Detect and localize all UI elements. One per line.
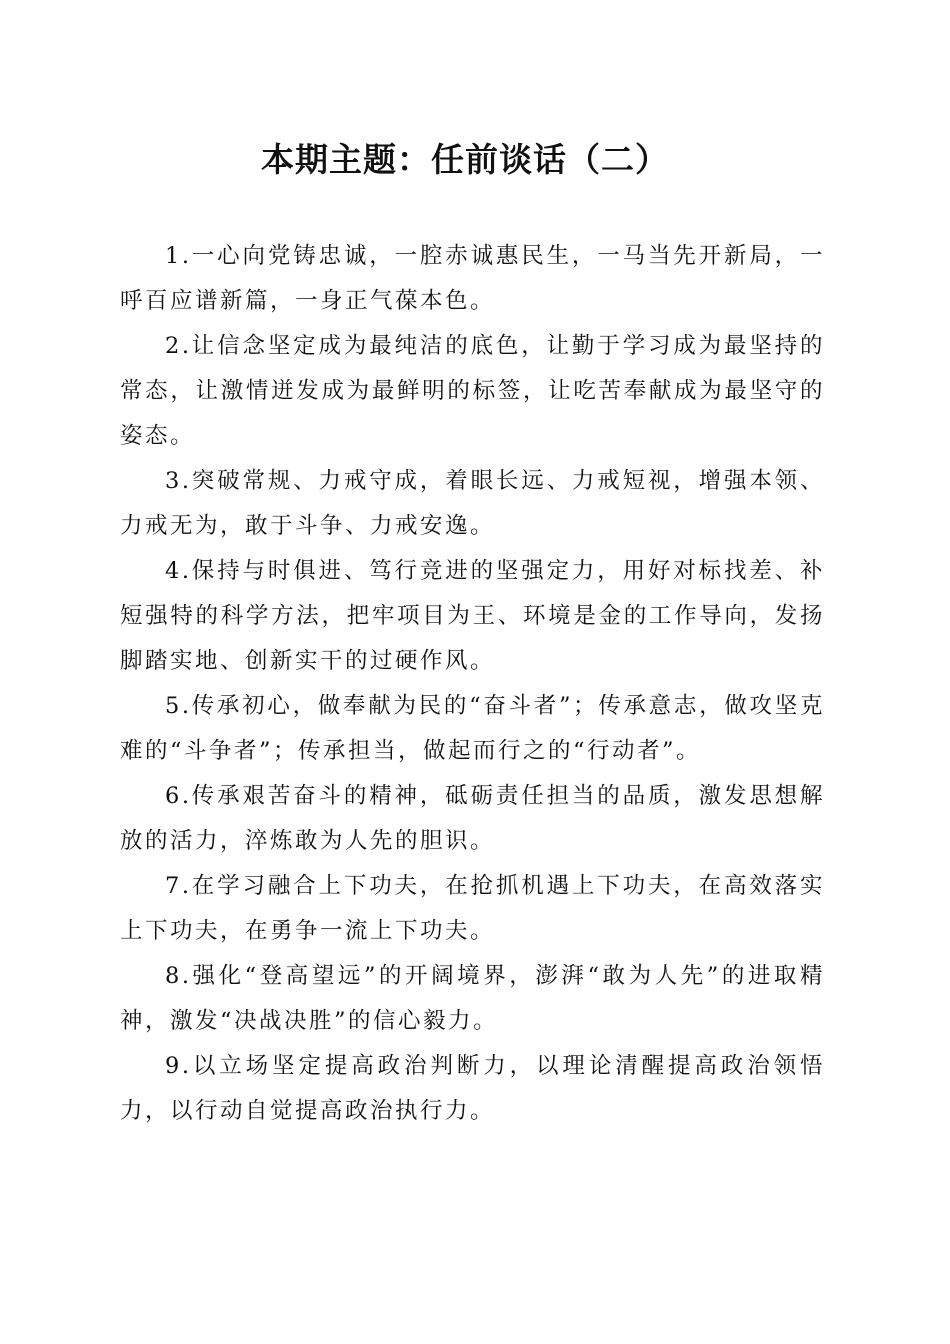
paragraph-3: 3.突破常规、力戒守成，着眼长远、力戒短视，增强本领、力戒无为，敢于斗争、力戒安逸。 <box>120 468 825 539</box>
paragraph-5: 5.传承初心，做奉献为民的“奋斗者”；传承意志，做攻坚克难的“斗争者”；传承担当，做起而行之的“行动者”。 <box>120 693 825 764</box>
paragraph-2: 2.让信念坚定成为最纯洁的底色，让勤于学习成为最坚持的常态，让激情迸发成为最鲜明的标签，让吃苦奉献成为最坚守的姿态。 <box>120 333 825 449</box>
paragraph-4: 4.保持与时俱进、笃行竞进的坚强定力，用好对标找差、补短强特的科学方法，把牢项目为王、环境是金的工作导向，发扬脚踏实地、创新实干的过硬作风。 <box>120 558 825 674</box>
document-body <box>120 234 825 1134</box>
page-title: 本期主题：任前谈话（二） <box>261 140 669 179</box>
paragraph-1: 1.一心向党铸忠诚，一腔赤诚惠民生，一马当先开新局，一呼百应谱新篇，一身正气葆本色。 <box>120 243 825 314</box>
paragraph-9: 9.以立场坚定提高政治判断力，以理论清醒提高政治领悟力，以行动自觉提高政治执行力。 <box>120 1053 825 1124</box>
paragraph-7: 7.在学习融合上下功夫，在抢抓机遇上下功夫，在高效落实上下功夫，在勇争一流上下功夫。 <box>120 873 825 944</box>
paragraph-6: 6.传承艰苦奋斗的精神，砥砺责任担当的品质，激发思想解放的活力，淬炼敢为人先的胆识。 <box>120 783 825 854</box>
paragraph-8: 8.强化“登高望远”的开阔境界，澎湃“敢为人先”的进取精神，激发“决战决胜”的信心毅力。 <box>120 963 825 1034</box>
